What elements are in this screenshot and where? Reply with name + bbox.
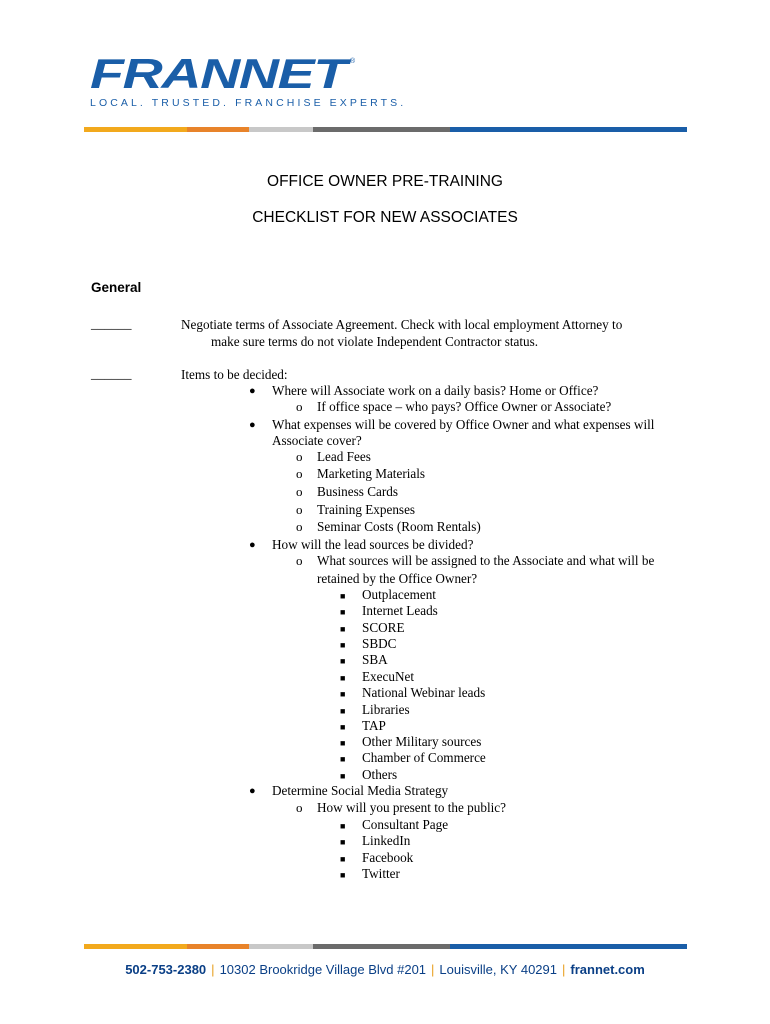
source-item: Chamber of Commerce <box>362 750 486 765</box>
source-item: ExecuNet <box>362 669 414 684</box>
bullet-square: ■ <box>340 689 346 699</box>
footer-address: 10302 Brookridge Village Blvd #201 <box>219 962 427 977</box>
expense-item: Business Cards <box>317 484 398 499</box>
bullet-square: ■ <box>340 754 346 764</box>
bullet-square: ■ <box>340 706 346 716</box>
bullet-circle: o <box>296 399 303 414</box>
footer-separator: | <box>211 962 215 977</box>
footer-contact <box>0 962 770 977</box>
question-expenses-line1: What expenses will be covered by Office Owner and what expenses will <box>272 417 655 432</box>
question-office-space: If office space – who pays? Office Owner or Associate? <box>317 399 612 414</box>
item1-line1: Negotiate terms of Associate Agreement. Check with local employment Attorney to <box>181 317 623 332</box>
bullet-square: ■ <box>340 821 346 831</box>
source-item: Libraries <box>362 702 410 717</box>
source-item: Others <box>362 767 398 782</box>
footer-color-rule <box>84 944 687 949</box>
social-item: Consultant Page <box>362 817 449 832</box>
bullet-circle: o <box>296 553 303 568</box>
source-item: SBDC <box>362 636 397 651</box>
bullet-square: ■ <box>340 607 346 617</box>
bullet-square: ■ <box>340 837 346 847</box>
question-expenses-line2: Associate cover? <box>272 433 362 448</box>
source-item: SCORE <box>362 620 405 635</box>
question-sources-assigned-line2: retained by the Office Owner? <box>317 571 478 586</box>
question-lead-sources: How will the lead sources be divided? <box>272 537 474 552</box>
bullet-disc: ● <box>249 419 256 431</box>
source-item: SBA <box>362 652 388 667</box>
item2-intro: Items to be decided: <box>181 367 288 382</box>
bullet-square: ■ <box>340 854 346 864</box>
bullet-circle: o <box>296 449 303 464</box>
bullet-disc: ● <box>249 539 256 551</box>
bullet-square: ■ <box>340 722 346 732</box>
social-item: Facebook <box>362 850 414 865</box>
svg-text:®: ® <box>350 58 356 65</box>
svg-text:FRANNET: FRANNET <box>90 54 352 94</box>
checkbox-blank-line: ______ <box>91 316 132 331</box>
question-social-media: Determine Social Media Strategy <box>272 783 449 798</box>
checkbox-blank-line: ______ <box>91 366 132 381</box>
section-heading: General <box>91 280 142 295</box>
question-work-location: Where will Associate work on a daily basis? Home or Office? <box>272 383 599 398</box>
item1-line2: make sure terms do not violate Independent Contractor status. <box>211 334 539 349</box>
bullet-circle: o <box>296 484 303 499</box>
social-item: Twitter <box>362 866 400 881</box>
bullet-square: ■ <box>340 673 346 683</box>
bullet-square: ■ <box>340 738 346 748</box>
expense-item: Seminar Costs (Room Rentals) <box>317 519 481 534</box>
bullet-square: ■ <box>340 640 346 650</box>
bullet-square: ■ <box>340 656 346 666</box>
footer-website-link[interactable]: frannet.com <box>570 962 645 977</box>
question-sources-assigned-line1: What sources will be assigned to the Associate and what will be <box>317 553 655 568</box>
bullet-disc: ● <box>249 785 256 797</box>
document-title-line1: OFFICE OWNER PRE-TRAINING <box>267 173 503 190</box>
expense-item: Lead Fees <box>317 449 371 464</box>
footer-city: Louisville, KY 40291 <box>439 962 557 977</box>
bullet-circle: o <box>296 502 303 517</box>
source-item: TAP <box>362 718 386 733</box>
bullet-circle: o <box>296 519 303 534</box>
source-item: Internet Leads <box>362 603 438 618</box>
social-item: LinkedIn <box>362 833 411 848</box>
tagline: LOCAL. TRUSTED. FRANCHISE EXPERTS. <box>90 97 407 109</box>
document-title-line2: CHECKLIST FOR NEW ASSOCIATES <box>252 209 518 226</box>
bullet-disc: ● <box>249 385 256 397</box>
frannet-logo-graphic <box>88 54 388 94</box>
bullet-square: ■ <box>340 624 346 634</box>
question-present-public: How will you present to the public? <box>317 800 506 815</box>
bullet-square: ■ <box>340 870 346 880</box>
bullet-square: ■ <box>340 591 346 601</box>
bullet-circle: o <box>296 800 303 815</box>
footer-separator: | <box>562 962 566 977</box>
expense-item: Training Expenses <box>317 502 416 517</box>
bullet-square: ■ <box>340 771 346 781</box>
source-item: National Webinar leads <box>362 685 486 700</box>
footer-phone: 502-753-2380 <box>125 962 207 977</box>
source-item: Other Military sources <box>362 734 482 749</box>
bullet-circle: o <box>296 466 303 481</box>
source-item: Outplacement <box>362 587 436 602</box>
expense-item: Marketing Materials <box>317 466 426 481</box>
header-color-rule <box>84 127 687 132</box>
footer-separator: | <box>431 962 435 977</box>
